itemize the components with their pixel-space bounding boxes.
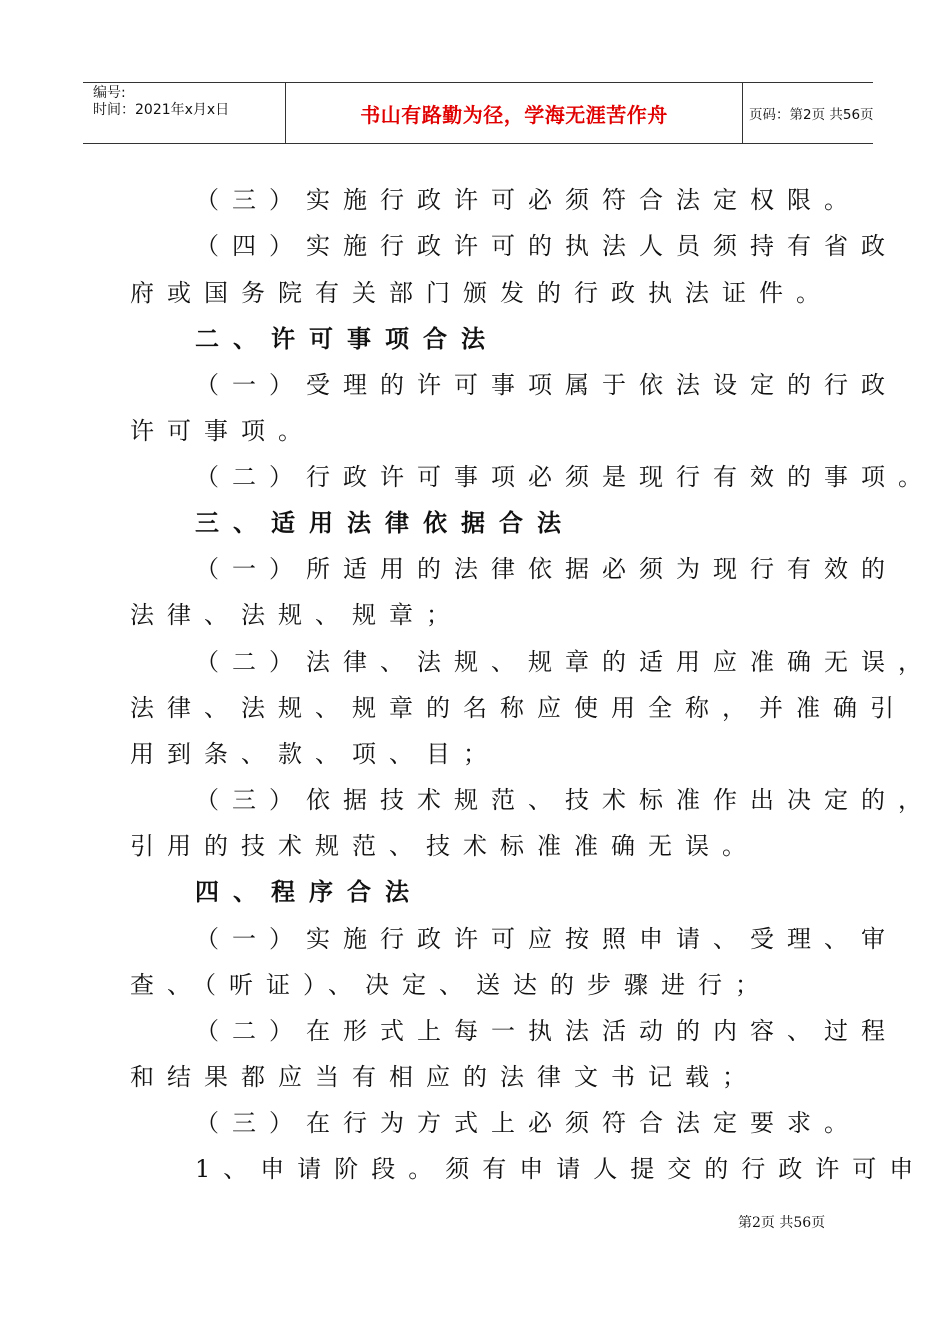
body-line: 和结果都应当有相应的法律文书记载；: [130, 1063, 759, 1091]
page-footer: 第2页 共56页: [738, 1215, 826, 1231]
section-heading: 三、适用法律依据合法: [195, 508, 575, 537]
body-line: 法律、法规、规章的名称应使用全称，并准确引: [130, 694, 907, 722]
header-motto-cell: [285, 83, 743, 143]
section-heading: 四、程序合法: [195, 877, 423, 906]
body-line: （一）实施行政许可应按照申请、受理、审: [195, 925, 898, 953]
body-line: 引用的技术规范、技术标准准确无误。: [130, 832, 759, 860]
header-meta: [83, 83, 285, 143]
header-page-cell: [743, 83, 879, 143]
body-line: 1、申请阶段。须有申请人提交的行政许可申: [195, 1155, 927, 1183]
body-line: （三）依据技术规范、技术标准作出决定的，: [195, 786, 935, 814]
body-line: （二）在形式上每一执法活动的内容、过程: [195, 1017, 898, 1045]
body-line: （三）在行为方式上必须符合法定要求。: [195, 1109, 861, 1137]
body-line: （二）行政许可事项必须是现行有效的事项。: [195, 463, 935, 491]
body-line: （二）法律、法规、规章的适用应准确无误，: [195, 648, 935, 676]
document-number-label: 编号:: [93, 85, 126, 101]
section-heading: 二、许可事项合法: [195, 324, 499, 353]
body-line: 用到条、款、项、目；: [130, 740, 500, 768]
body-line: （三）实施行政许可必须符合法定权限。: [195, 186, 861, 214]
body-line: （一）受理的许可事项属于依法设定的行政: [195, 371, 898, 399]
body-line: 府或国务院有关部门颁发的行政执法证件。: [130, 279, 833, 307]
document-date-label: 时间：2021年x月x日: [93, 102, 230, 118]
body-line: 查、（听证）、决定、送达的步骤进行；: [130, 971, 772, 999]
body-line: 许可事项。: [130, 417, 315, 445]
body-line: （四）实施行政许可的执法人员须持有省政: [195, 232, 898, 260]
page-header: [83, 82, 873, 144]
motto-text: 书山有路勤为径，学海无涯苦作舟: [360, 102, 668, 127]
body-line: （一）所适用的法律依据必须为现行有效的: [195, 555, 898, 583]
body-line: 法律、法规、规章；: [130, 601, 463, 629]
header-page-info: 页码：第2页 共56页: [749, 107, 874, 123]
